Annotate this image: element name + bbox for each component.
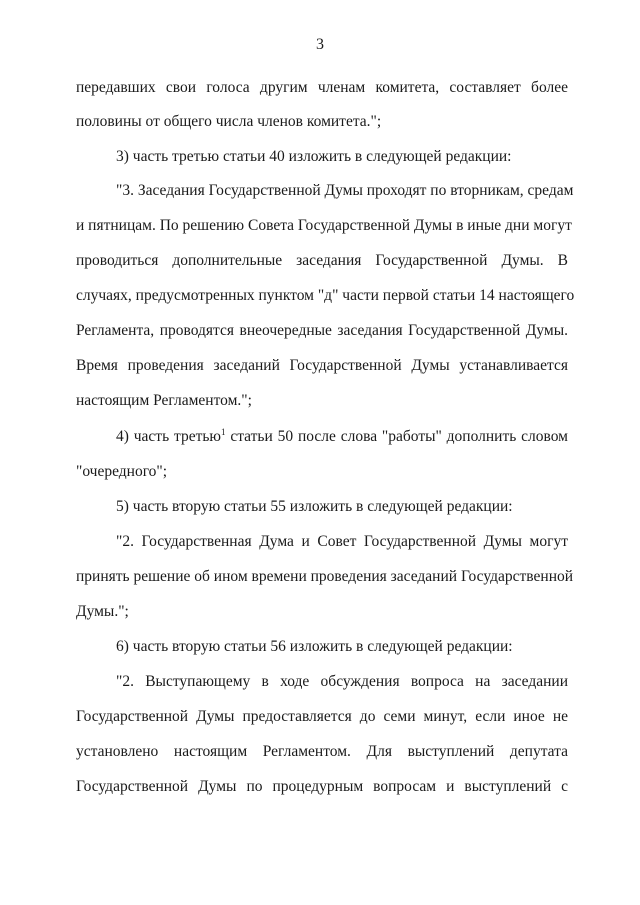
text-line: половины от общего числа членов комитета."; (76, 113, 382, 130)
list-item-heading: 5) часть вторую статьи 55 изложить в следующей редакции: (116, 498, 513, 515)
text-line: установлено настоящим Регламентом. Для выступлений депутата (76, 743, 568, 760)
list-item-heading: 6) часть вторую статьи 56 изложить в следующей редакции: (116, 638, 513, 655)
text-line: и пятницам. По решению Совета Государственной Думы в иные дни могут (76, 217, 572, 234)
text-fragment: 4) часть третью (116, 428, 221, 445)
text-line: Государственной Думы предоставляется до семи минут, если иное не (76, 708, 568, 725)
text-fragment: статьи 50 после слова "работы" дополнить словом (225, 428, 568, 445)
text-line: Время проведения заседаний Государственной Думы устанавливается (76, 357, 568, 374)
text-line: Думы."; (76, 603, 129, 620)
text-line: проводиться дополнительные заседания Государственной Думы. В (76, 252, 568, 269)
text-line: настоящим Регламентом."; (76, 392, 252, 409)
text-line: Государственной Думы по процедурным вопросам и выступлений с (76, 778, 568, 795)
text-line: Регламента, проводятся внеочередные заседания Государственной Думы. (76, 322, 568, 339)
text-line: "2. Государственная Дума и Совет Государственной Думы могут (116, 533, 568, 550)
superscript-mark: 1 (221, 426, 226, 437)
text-line: случаях, предусмотренных пунктом "д" части первой статьи 14 настоящего (76, 287, 575, 304)
text-line: "очередного"; (76, 463, 168, 480)
text-line: "2. Выступающему в ходе обсуждения вопроса на заседании (116, 673, 568, 690)
page-number: 3 (316, 36, 324, 53)
list-item-heading (116, 427, 568, 447)
list-item-heading: 3) часть третью статьи 40 изложить в следующей редакции: (116, 148, 512, 165)
text-line: передавших свои голоса другим членам комитета, составляет более (76, 79, 568, 96)
text-line: принять решение об ином времени проведения заседаний Государственной (76, 568, 574, 585)
text-line: "3. Заседания Государственной Думы проходят по вторникам, средам (116, 182, 574, 199)
